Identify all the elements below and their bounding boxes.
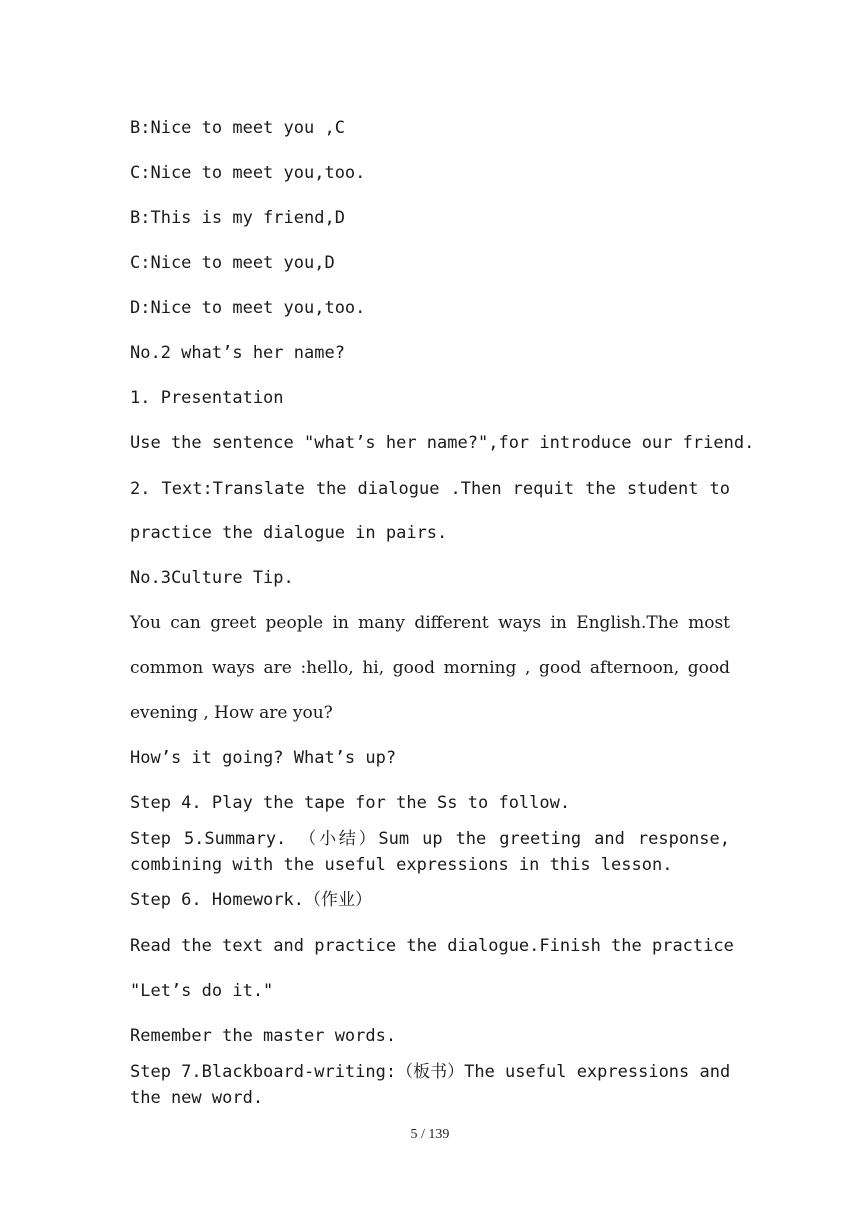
paragraph-line: Use the sentence "what’s her name?",for introduce our friend.: [130, 433, 755, 453]
step-line: combining with the useful expressions in this lesson.: [130, 855, 673, 875]
dialogue-line: D:Nice to meet you,too.: [130, 298, 366, 318]
step-line: Step 6. Homework.（作业）: [130, 890, 372, 910]
section-heading: No.3Culture Tip.: [130, 568, 294, 588]
paragraph-line: Remember the master words.: [130, 1026, 397, 1046]
paragraph-line: You can greet people in many different ways in English.The most: [130, 613, 730, 633]
dialogue-line: C:Nice to meet you,D: [130, 253, 335, 273]
page-number: 5 / 139: [410, 1127, 450, 1142]
section-heading: No.2 what’s her name?: [130, 343, 345, 363]
paragraph-line: 2. Text:Translate the dialogue .Then requit the student to: [130, 479, 730, 499]
paragraph-line: practice the dialogue in pairs.: [130, 523, 448, 543]
dialogue-line: C:Nice to meet you,too.: [130, 163, 366, 183]
step-line: the new word.: [130, 1088, 264, 1108]
dialogue-line: B:This is my friend,D: [130, 208, 345, 228]
paragraph-line: "Let’s do it.": [130, 981, 274, 1001]
paragraph-line: evening , How are you?: [130, 703, 333, 723]
paragraph-line: How’s it going? What’s up?: [130, 748, 397, 768]
paragraph-line: Read the text and practice the dialogue.Finish the practice: [130, 936, 734, 956]
step-line: Step 5.Summary. （小结）Sum up the greeting and response,: [130, 829, 730, 849]
paragraph-line: common ways are :hello, hi, good morning , good afternoon, good: [130, 658, 730, 678]
step-line: Step 7.Blackboard-writing:（板书）The useful expressions and: [130, 1062, 731, 1082]
paragraph-line: 1. Presentation: [130, 388, 284, 408]
step-line: Step 4. Play the tape for the Ss to follow.: [130, 793, 571, 813]
dialogue-line: B:Nice to meet you ,C: [130, 118, 345, 138]
